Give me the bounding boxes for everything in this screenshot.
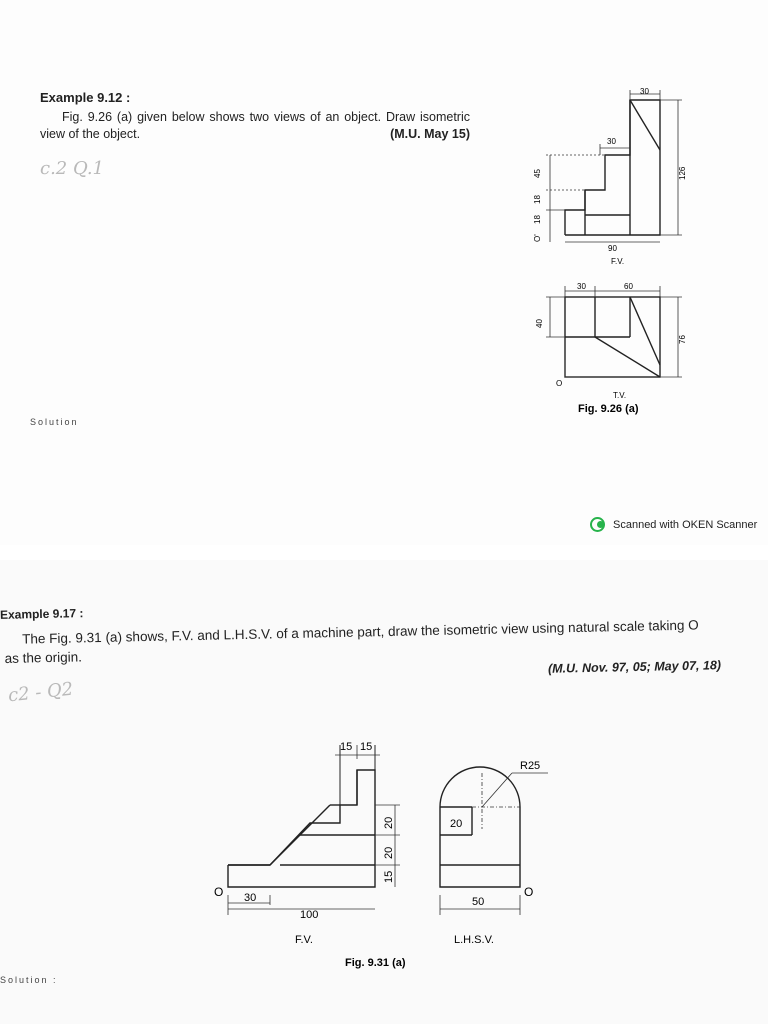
fv-dim-right: 126 bbox=[678, 166, 687, 180]
fv-dim-45: 45 bbox=[533, 169, 542, 178]
tv-dim-40: 40 bbox=[535, 319, 544, 328]
tv-dim-30: 30 bbox=[577, 282, 586, 291]
lhsv-origin: O bbox=[524, 885, 534, 899]
tv-dim-76: 76 bbox=[678, 335, 687, 344]
top-view-dimension-lines bbox=[546, 286, 682, 377]
front-view-dimension-lines bbox=[546, 90, 682, 242]
example2-text-line2: as the origin. bbox=[4, 649, 83, 666]
tv-dim-60: 60 bbox=[624, 282, 633, 291]
fv931-dim-30: 30 bbox=[244, 892, 257, 904]
figure-931-caption: Fig. 9.31 (a) bbox=[345, 957, 406, 969]
exam-reference: (M.U. May 15) bbox=[390, 127, 470, 141]
top-view-drawing bbox=[565, 297, 660, 377]
lhsv-dim-20: 20 bbox=[450, 818, 463, 830]
fv931-dim-15b: 15 bbox=[360, 741, 373, 753]
fv-dim-18b: 18 bbox=[533, 215, 542, 224]
tv-label: T.V. bbox=[613, 391, 627, 400]
example2-text-line1: The Fig. 9.31 (a) shows, F.V. and L.H.S.V. of a machine part, draw the isometric view using natural scale taking O bbox=[22, 617, 699, 647]
lhsv-dim-50: 50 bbox=[472, 896, 485, 908]
fv931-dim-20b: 20 bbox=[383, 846, 395, 859]
solution2-heading-cut: Solution : bbox=[0, 975, 58, 985]
fv931-label: F.V. bbox=[295, 934, 313, 946]
fv-dim-18a: 18 bbox=[533, 195, 542, 204]
tv-origin: O bbox=[556, 379, 563, 388]
example2-reference: (M.U. Nov. 97, 05; May 07, 18) bbox=[547, 658, 722, 676]
fv931-dim-15c: 15 bbox=[383, 870, 395, 883]
fv-dim-top: 30 bbox=[640, 87, 649, 96]
example-text: Fig. 9.26 (a) given below shows two views of an object. Draw isometric view of the object. bbox=[40, 110, 470, 141]
oken-scanner-logo-icon bbox=[590, 517, 607, 532]
handwritten-note: c.2 Q.1 bbox=[40, 158, 105, 179]
fv-dim-bottom: 90 bbox=[608, 244, 617, 253]
example-title: Example 9.12 : bbox=[40, 90, 131, 105]
lhsv-radius: R25 bbox=[520, 760, 541, 772]
fv931-origin: O bbox=[214, 885, 224, 899]
example2-heading: Example 9.17 : bbox=[0, 606, 84, 622]
scanner-text: Scanned with OKEN Scanner bbox=[613, 518, 758, 531]
fv931-dim-100: 100 bbox=[300, 909, 319, 921]
solution-heading-cut: Solution bbox=[30, 417, 79, 427]
fv-dim-mid: 30 bbox=[607, 137, 616, 146]
figure-9-31 bbox=[200, 735, 560, 975]
fv-931-drawing bbox=[228, 745, 375, 887]
fv-origin: O' bbox=[533, 234, 542, 242]
fv931-dim-15a: 15 bbox=[340, 741, 353, 753]
figure-9-26 bbox=[520, 80, 760, 425]
scanner-watermark bbox=[590, 517, 757, 532]
fv-label: F.V. bbox=[611, 257, 625, 266]
lhsv-label: L.H.S.V. bbox=[454, 934, 494, 946]
handwritten-note-2: c2 - Q2 bbox=[7, 678, 75, 707]
figure-caption: Fig. 9.26 (a) bbox=[578, 403, 639, 415]
front-view-drawing bbox=[565, 100, 660, 235]
fv931-dim-20a: 20 bbox=[383, 816, 395, 829]
